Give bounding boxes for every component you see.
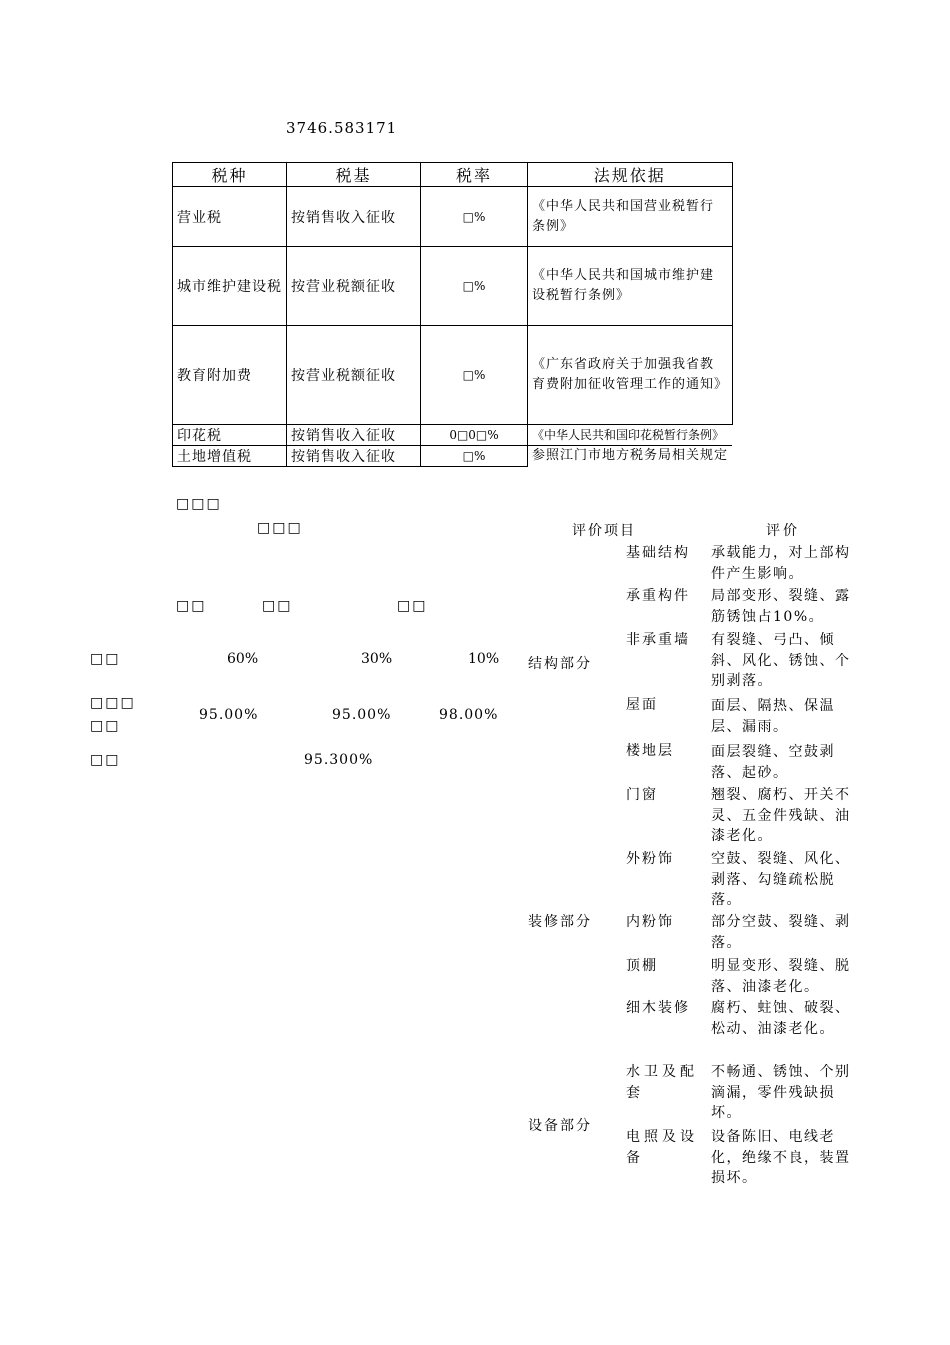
header-tax-rate: 税率 xyxy=(421,163,528,187)
tax-kind: 印花税 xyxy=(173,425,287,446)
eval-item-desc: 腐朽、蛀蚀、破裂、松动、油漆老化。 xyxy=(711,1000,851,1037)
group-equipment: 设备部分 xyxy=(528,1118,592,1134)
eval-item-name: 屋面 xyxy=(626,697,658,713)
left-heading-1: □□□ xyxy=(176,496,222,512)
left-heading-2: □□□ xyxy=(257,520,303,536)
header-tax-base: 税基 xyxy=(287,163,421,187)
column-label-2: □□ xyxy=(262,598,293,614)
eval-item-name: 楼地层 xyxy=(626,743,674,759)
eval-item-name: 电照及设备 xyxy=(626,1129,698,1166)
tax-law: 《中华人民共和国城市维护建设税暂行条例》 xyxy=(528,247,733,326)
table-row xyxy=(173,425,733,446)
header-tax-kind: 税种 xyxy=(173,163,287,187)
row1-value-3: 10% xyxy=(468,651,500,667)
eval-item-desc: 空鼓、裂缝、风化、剥落、勾缝疏松脱落。 xyxy=(711,851,851,908)
eval-item-name: 非承重墙 xyxy=(626,632,690,648)
tax-rate: □% xyxy=(421,326,528,425)
eval-item-desc: 翘裂、腐朽、开关不灵、五金件残缺、油漆老化。 xyxy=(711,787,851,844)
eval-item-desc: 不畅通、锈蚀、个别滴漏，零件残缺损坏。 xyxy=(711,1064,851,1121)
row2-value-2: 95.00% xyxy=(332,707,392,723)
column-label-3: □□ xyxy=(397,598,428,614)
tax-law: 《广东省政府关于加强我省教育费附加征收管理工作的通知》 xyxy=(528,326,733,425)
table-row xyxy=(173,247,733,326)
top-value: 3746.583171 xyxy=(286,119,398,137)
row1-value-2: 30% xyxy=(361,651,393,667)
eval-item-name: 门窗 xyxy=(626,787,658,803)
eval-item-desc: 局部变形、裂缝、露筋锈蚀占10%。 xyxy=(711,588,851,625)
tax-kind: 教育附加费 xyxy=(173,326,287,425)
group-structure: 结构部分 xyxy=(528,656,592,672)
eval-item-name: 细木装修 xyxy=(626,1000,690,1016)
tax-law: 《中华人民共和国营业税暂行条例》 xyxy=(528,187,733,247)
eval-item-name: 基础结构 xyxy=(626,545,690,561)
eval-header-eval: 评价 xyxy=(766,523,800,539)
eval-item-desc: 有裂缝、弓凸、倾斜、风化、锈蚀、个别剥落。 xyxy=(711,632,851,689)
row2-label-b: □□ xyxy=(90,718,121,734)
tax-law: 参照江门市地方税务局相关规定 xyxy=(528,446,733,467)
tax-base: 按销售收入征收 xyxy=(287,425,421,446)
tax-law: 《中华人民共和国印花税暂行条例》 xyxy=(528,425,733,446)
eval-item-name: 顶棚 xyxy=(626,958,658,974)
tax-rate: □% xyxy=(421,446,528,467)
tax-base: 按营业税额征收 xyxy=(287,326,421,425)
tax-kind: 营业税 xyxy=(173,187,287,247)
column-label-1: □□ xyxy=(176,598,207,614)
eval-item-name: 水卫及配套 xyxy=(626,1064,698,1101)
row1-label: □□ xyxy=(90,651,121,667)
row2-value-1: 95.00% xyxy=(199,707,259,723)
row2-value-3: 98.00% xyxy=(439,707,499,723)
eval-item-desc: 明显变形、裂缝、脱落、油漆老化。 xyxy=(711,958,851,995)
row3-label: □□ xyxy=(90,752,121,768)
eval-item-desc: 设备陈旧、电线老化，绝缘不良，装置损坏。 xyxy=(711,1129,851,1186)
header-tax-law: 法规依据 xyxy=(528,163,733,187)
eval-item-name: 内粉饰 xyxy=(626,914,674,930)
row3-value: 95.300% xyxy=(304,752,374,768)
tax-kind: 土地增值税 xyxy=(173,446,287,467)
eval-item-desc: 部分空鼓、裂缝、剥落。 xyxy=(711,914,851,951)
eval-item-desc: 面层、隔热、保温层、漏雨。 xyxy=(711,698,835,735)
tax-base: 按销售收入征收 xyxy=(287,187,421,247)
tax-rate: □% xyxy=(421,247,528,326)
table-row xyxy=(173,187,733,247)
row2-label-a: □□□ xyxy=(90,695,136,711)
eval-item-desc: 面层裂缝、空鼓剥落、起砂。 xyxy=(711,744,835,781)
table-row xyxy=(173,446,733,467)
tax-base: 按营业税额征收 xyxy=(287,247,421,326)
row1-value-1: 60% xyxy=(227,651,259,667)
tax-base: 按销售收入征收 xyxy=(287,446,421,467)
eval-header-item: 评价项目 xyxy=(572,523,636,539)
group-decoration: 装修部分 xyxy=(528,914,592,930)
eval-item-name: 外粉饰 xyxy=(626,851,674,867)
eval-item-desc: 承载能力，对上部构件产生影响。 xyxy=(711,545,851,582)
tax-table xyxy=(172,162,733,467)
tax-rate: 0□0□% xyxy=(421,425,528,446)
tax-table-header xyxy=(173,163,733,187)
table-row xyxy=(173,326,733,425)
tax-rate: □% xyxy=(421,187,528,247)
tax-kind: 城市维护建设税 xyxy=(173,247,287,326)
eval-item-name: 承重构件 xyxy=(626,588,690,604)
